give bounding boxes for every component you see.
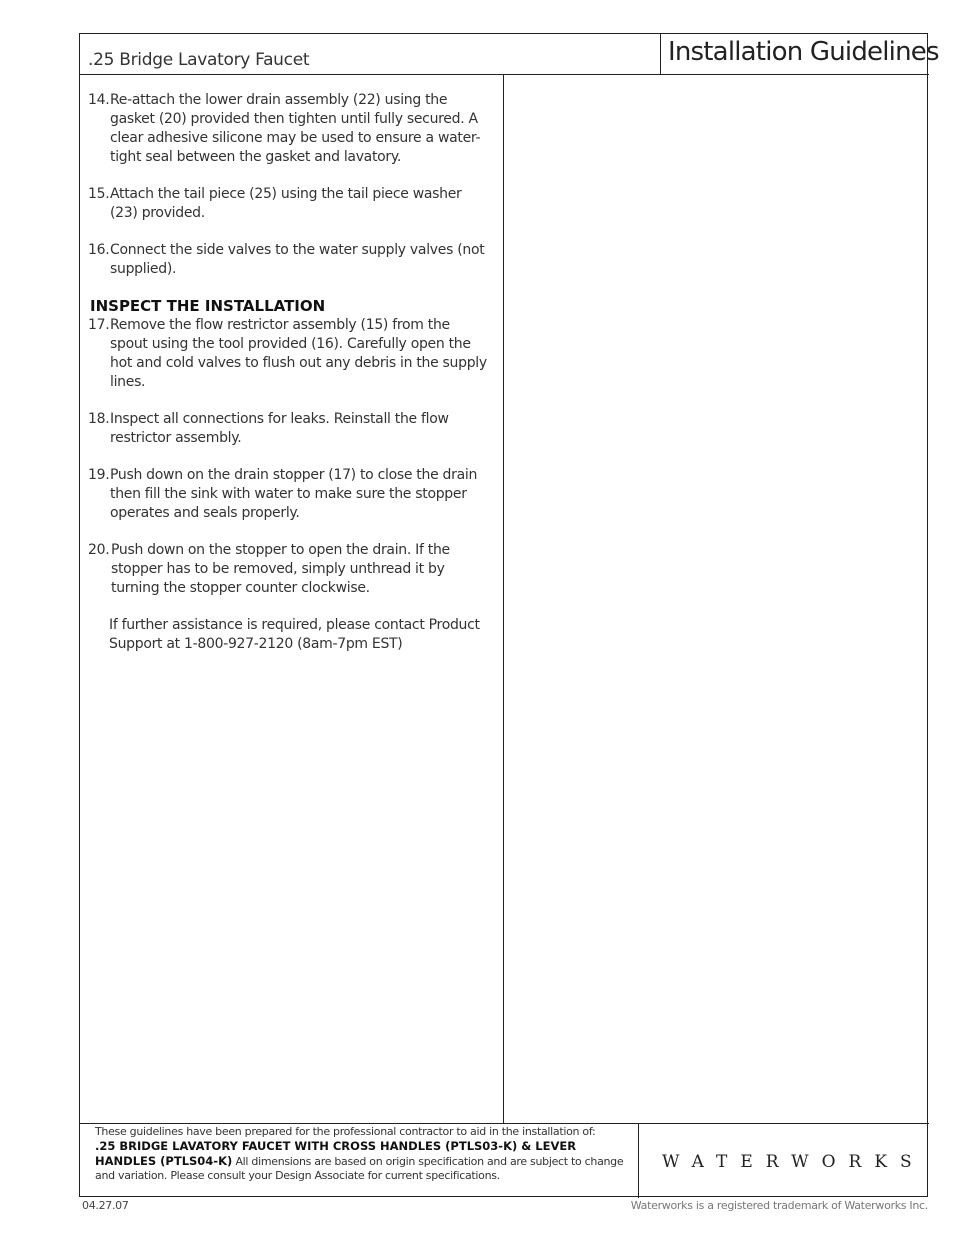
footer-notice (95, 1125, 625, 1183)
guide-title: Installation Guidelines (668, 37, 939, 67)
step-text: Push down on the stopper to open the drain. If the stopper has to be removed, simply unthread it by turning the stopper counter clockwise. (111, 542, 450, 596)
step-17 (88, 316, 488, 392)
step-number: 18. (88, 411, 110, 427)
section-heading: INSPECT THE INSTALLATION (90, 297, 326, 315)
footer-column-divider (638, 1123, 639, 1198)
document-frame (79, 33, 939, 1197)
column-divider (503, 74, 504, 1123)
step-text: Connect the side valves to the water supply valves (not supplied). (110, 242, 485, 277)
step-text: Inspect all connections for leaks. Reinstall the flow restrictor assembly. (110, 411, 449, 446)
footer-disclaimer: All dimensions are based on origin specification and are subject to change and variation. Please consult your Design Associate for current specifications. (95, 1155, 624, 1182)
step-number: 16. (88, 242, 110, 258)
header-left-cell (80, 34, 660, 75)
document-date: 04.27.07 (82, 1199, 129, 1212)
step-16 (88, 241, 488, 279)
product-title: .25 Bridge Lavatory Faucet (88, 50, 310, 70)
footer-intro: These guidelines have been prepared for the professional contractor to aid in the installation of: (95, 1125, 596, 1138)
step-number: 20. (88, 542, 110, 558)
step-number: 17. (88, 317, 110, 333)
step-text: Push down on the drain stopper (17) to close the drain then fill the sink with water to make sure the stopper operates and seals properly. (110, 467, 478, 521)
footer-divider-line (80, 1123, 929, 1124)
step-text: Attach the tail piece (25) using the tail piece washer (23) provided. (110, 186, 462, 221)
step-number: 14. (88, 92, 110, 108)
step-text: Re-attach the lower drain assembly (22) using the gasket (20) provided then tighten until fully secured. A clear adhesive silicone may be used to ensure a water-tight seal between the gasket and lavatory. (110, 92, 481, 165)
step-number: 19. (88, 467, 110, 483)
step-text: Remove the flow restrictor assembly (15) from the spout using the tool provided (16). Carefully open the hot and cold valves to flush out any debris in the supply lines. (110, 317, 487, 390)
trademark-notice: Waterworks is a registered trademark of Waterworks Inc. (630, 1199, 928, 1212)
step-number: 15. (88, 186, 110, 202)
footer-product: .25 BRIDGE LAVATORY FAUCET WITH CROSS HANDLES (PTLS03-K) & LEVER HANDLES (PTLS04-K) (95, 1139, 577, 1168)
step-15 (88, 185, 488, 223)
header-right-cell (660, 34, 939, 75)
brand-logo: WATERWORKS (662, 1152, 925, 1172)
step-19 (88, 466, 488, 523)
contact-note: If further assistance is required, please contact Product Support at 1-800-927-2120 (8am-7pm EST) (109, 617, 480, 652)
instructions-column (88, 91, 488, 654)
step-20 (88, 541, 488, 598)
step-18 (88, 410, 488, 448)
step-14 (88, 91, 488, 167)
